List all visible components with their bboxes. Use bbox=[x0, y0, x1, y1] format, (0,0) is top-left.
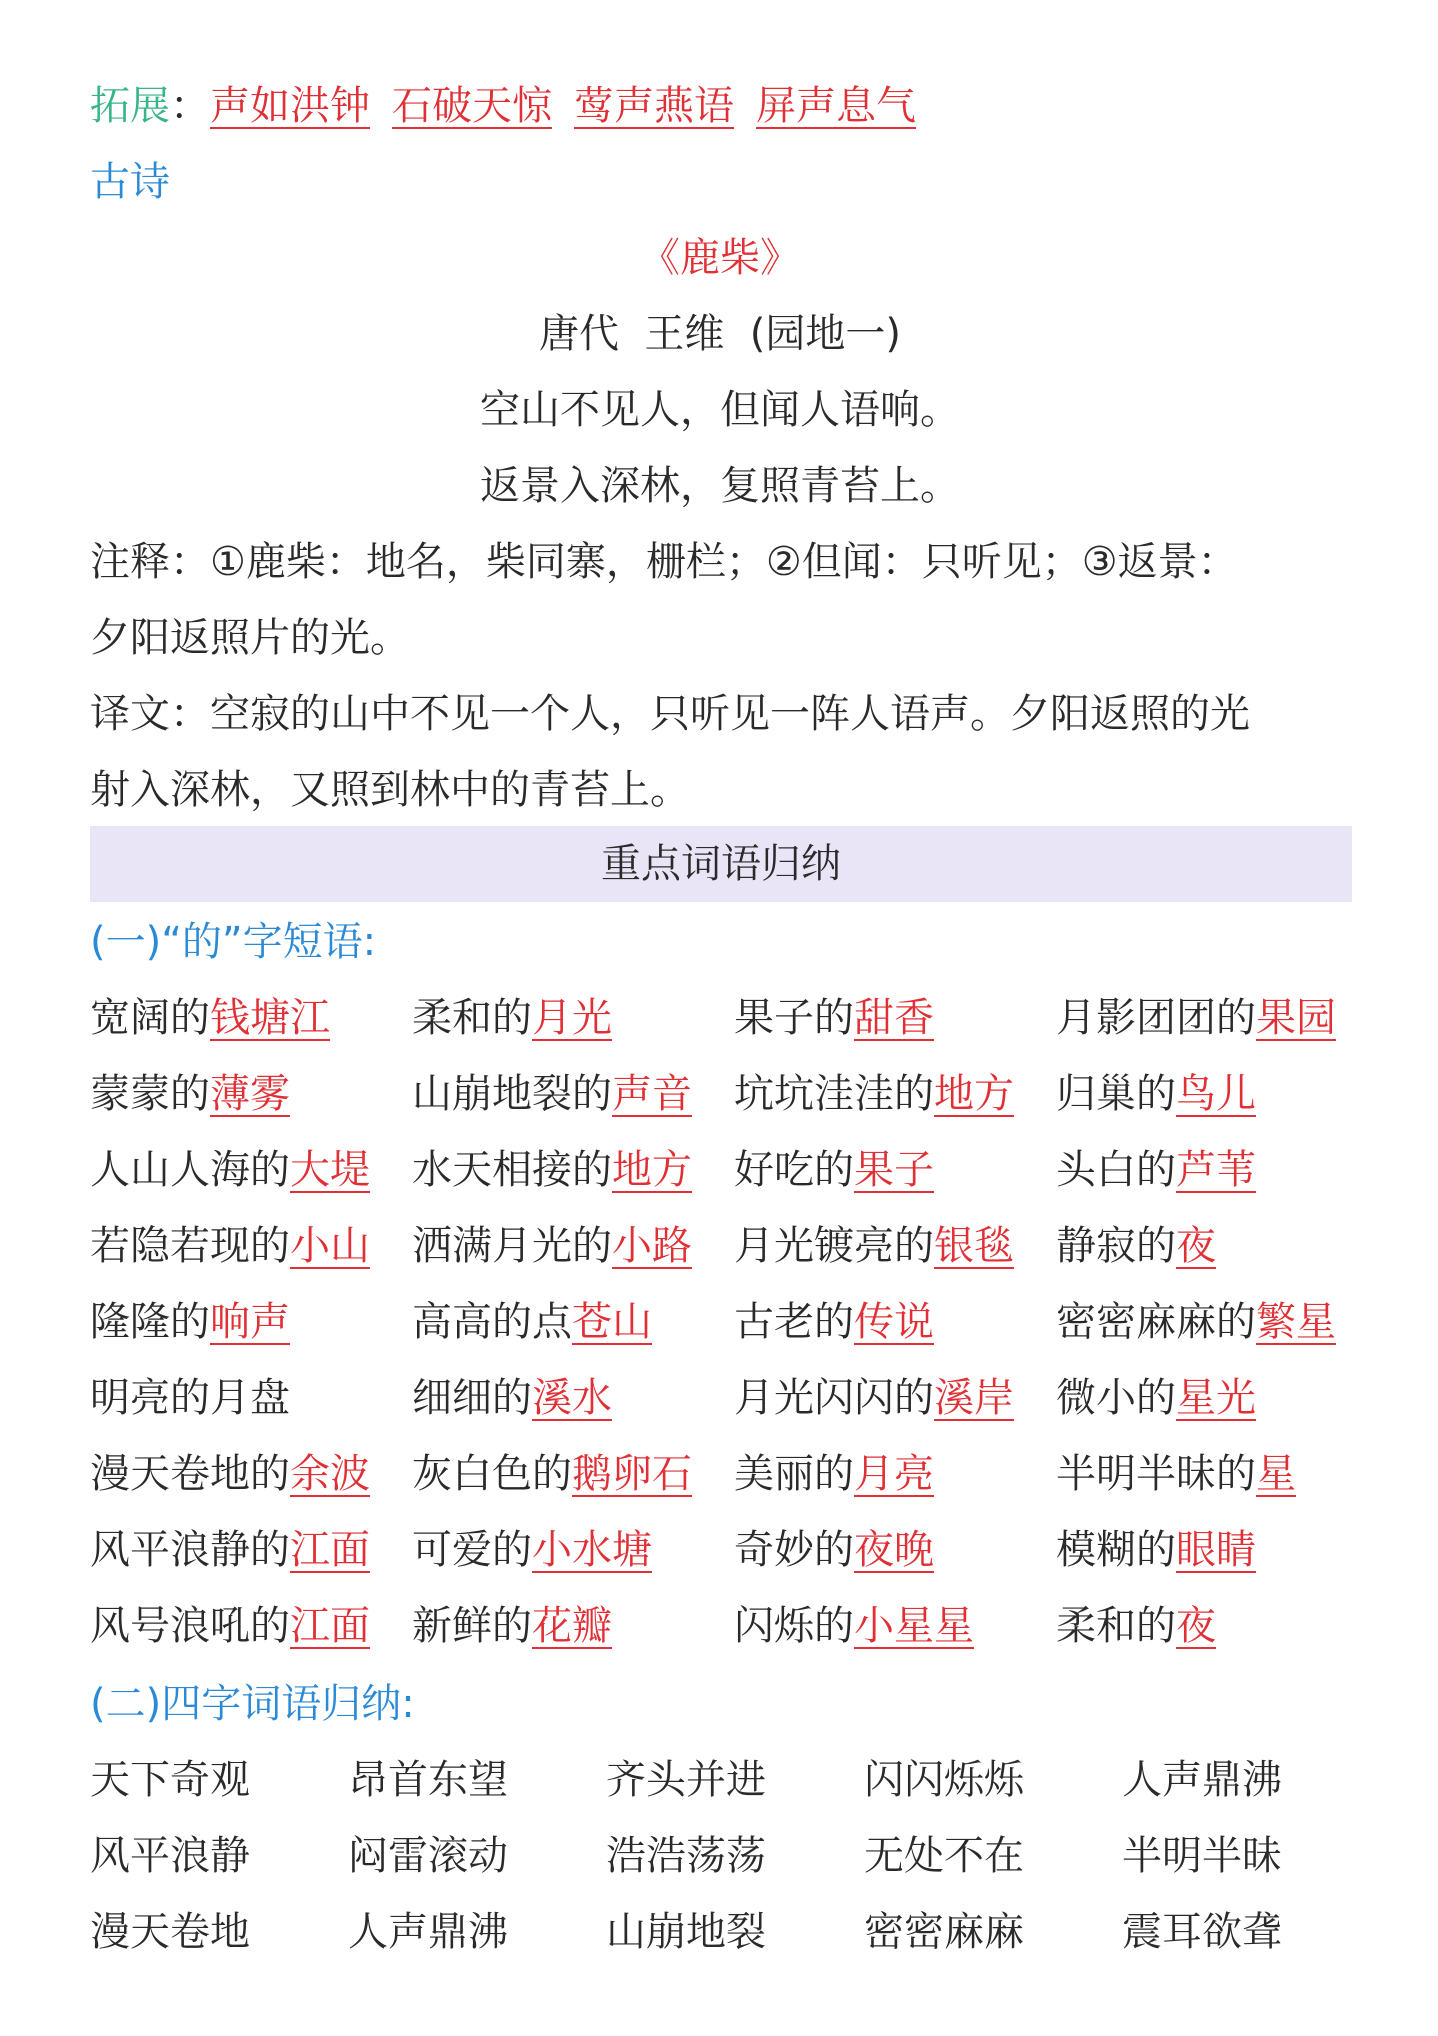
phrase-keyword: 溪水 bbox=[532, 1375, 612, 1421]
phrase-prefix: 月光镀亮的 bbox=[734, 1223, 934, 1269]
phrase-item bbox=[1056, 1436, 1296, 1512]
phrase-prefix: 细细的 bbox=[412, 1375, 532, 1421]
phrase-prefix: 蒙蒙的 bbox=[90, 1071, 210, 1117]
phrase-keyword: 大堤 bbox=[290, 1147, 370, 1193]
phrase-prefix: 明亮的月盘 bbox=[90, 1375, 290, 1421]
phrase-item bbox=[734, 1588, 974, 1664]
phrase-prefix: 柔和的 bbox=[412, 995, 532, 1041]
phrase-item bbox=[412, 1436, 692, 1512]
phrase-prefix: 奇妙的 bbox=[734, 1527, 854, 1573]
phrase-row bbox=[90, 1360, 1390, 1436]
phrase-keyword: 江面 bbox=[290, 1603, 370, 1649]
phrase-keyword: 小星星 bbox=[854, 1603, 974, 1649]
phrase-prefix: 密密麻麻的 bbox=[1056, 1299, 1256, 1345]
extension-colon: ： bbox=[170, 83, 210, 129]
phrase-prefix: 闪烁的 bbox=[734, 1603, 854, 1649]
four-char-word: 风平浪静 bbox=[90, 1833, 250, 1879]
phrase-keyword: 星 bbox=[1256, 1451, 1296, 1497]
phrase-keyword: 钱塘江 bbox=[210, 995, 330, 1041]
poem-notes-line-1: 注释：①鹿柴：地名，柴同寨，栅栏；②但闻：只听见；③返景： bbox=[90, 539, 1238, 585]
phrase-item bbox=[734, 1360, 1014, 1436]
phrase-prefix: 高高的点 bbox=[412, 1299, 572, 1345]
phrase-keyword: 果子 bbox=[854, 1147, 934, 1193]
four-char-word: 闪闪烁烁 bbox=[864, 1757, 1024, 1803]
phrase-item bbox=[1056, 1132, 1256, 1208]
four-char-word: 齐头并进 bbox=[606, 1757, 766, 1803]
phrase-keyword: 薄雾 bbox=[210, 1071, 290, 1117]
phrase-row bbox=[90, 1056, 1390, 1132]
phrase-item bbox=[1056, 1588, 1216, 1664]
phrase-item bbox=[734, 1132, 934, 1208]
extension-label: 拓展 bbox=[90, 83, 170, 129]
phrase-prefix: 头白的 bbox=[1056, 1147, 1176, 1193]
phrase-item bbox=[734, 980, 934, 1056]
phrase-item bbox=[90, 1208, 370, 1284]
phrase-prefix: 归巢的 bbox=[1056, 1071, 1176, 1117]
phrase-keyword: 小路 bbox=[612, 1223, 692, 1269]
four-char-row bbox=[90, 1742, 1390, 1818]
phrase-prefix: 风号浪吼的 bbox=[90, 1603, 290, 1649]
poem-author-line: 唐代 王维 (园地一) bbox=[538, 311, 902, 357]
extension-idiom-4: 屏声息气 bbox=[756, 83, 916, 129]
phrase-keyword: 溪岸 bbox=[934, 1375, 1014, 1421]
phrase-item bbox=[412, 1208, 692, 1284]
poem-translation-line-1: 译文：空寂的山中不见一个人，只听见一阵人语声。夕阳返照的光 bbox=[90, 691, 1250, 737]
phrase-item bbox=[1056, 1512, 1256, 1588]
phrase-keyword: 星光 bbox=[1176, 1375, 1256, 1421]
phrase-keyword: 眼睛 bbox=[1176, 1527, 1256, 1573]
phrase-item bbox=[412, 1284, 652, 1360]
phrase-prefix: 柔和的 bbox=[1056, 1603, 1176, 1649]
phrase-prefix: 水天相接的 bbox=[412, 1147, 612, 1193]
four-char-word: 人声鼎沸 bbox=[1122, 1757, 1282, 1803]
phrase-keyword: 鹅卵石 bbox=[572, 1451, 692, 1497]
phrase-keyword: 夜 bbox=[1176, 1223, 1216, 1269]
phrase-keyword: 花瓣 bbox=[532, 1603, 612, 1649]
phrase-keyword: 地方 bbox=[612, 1147, 692, 1193]
four-char-word: 密密麻麻 bbox=[864, 1909, 1024, 1955]
poem-line-2: 返景入深林，复照青苔上。 bbox=[480, 463, 960, 509]
phrase-item bbox=[412, 1056, 692, 1132]
poem-title: 《鹿柴》 bbox=[640, 235, 800, 281]
four-char-word: 昂首东望 bbox=[348, 1757, 508, 1803]
phrase-item bbox=[734, 1056, 1014, 1132]
phrase-row bbox=[90, 1512, 1390, 1588]
phrase-item bbox=[90, 1512, 370, 1588]
four-char-word: 震耳欲聋 bbox=[1122, 1909, 1282, 1955]
phrase-prefix: 静寂的 bbox=[1056, 1223, 1176, 1269]
phrase-prefix: 可爱的 bbox=[412, 1527, 532, 1573]
four-char-row bbox=[90, 1894, 1390, 1970]
phrase-item bbox=[90, 1588, 370, 1664]
phrase-prefix: 坑坑洼洼的 bbox=[734, 1071, 934, 1117]
phrase-item bbox=[90, 980, 330, 1056]
phrase-row bbox=[90, 1284, 1390, 1360]
phrase-item bbox=[90, 1436, 370, 1512]
phrase-prefix: 漫天卷地的 bbox=[90, 1451, 290, 1497]
phrase-item bbox=[1056, 980, 1336, 1056]
four-char-word: 半明半昧 bbox=[1122, 1833, 1282, 1879]
phrase-item bbox=[412, 1588, 612, 1664]
phrase-keyword: 芦苇 bbox=[1176, 1147, 1256, 1193]
phrase-prefix: 灰白色的 bbox=[412, 1451, 572, 1497]
phrases-section-heading: (一)“的”字短语: bbox=[90, 919, 377, 965]
phrase-row bbox=[90, 1132, 1390, 1208]
phrase-prefix: 模糊的 bbox=[1056, 1527, 1176, 1573]
phrase-item bbox=[1056, 1056, 1256, 1132]
phrase-item bbox=[734, 1284, 934, 1360]
phrase-prefix: 半明半昧的 bbox=[1056, 1451, 1256, 1497]
phrase-item bbox=[90, 1360, 290, 1436]
phrase-prefix: 山崩地裂的 bbox=[412, 1071, 612, 1117]
phrase-keyword: 夜晚 bbox=[854, 1527, 934, 1573]
phrase-prefix: 美丽的 bbox=[734, 1451, 854, 1497]
phrase-row bbox=[90, 1208, 1390, 1284]
phrase-prefix: 月光闪闪的 bbox=[734, 1375, 934, 1421]
phrase-keyword: 鸟儿 bbox=[1176, 1071, 1256, 1117]
extension-idiom-3: 莺声燕语 bbox=[574, 83, 734, 129]
phrase-keyword: 小山 bbox=[290, 1223, 370, 1269]
four-char-word: 无处不在 bbox=[864, 1833, 1024, 1879]
phrase-row bbox=[90, 1588, 1390, 1664]
four-char-word: 人声鼎沸 bbox=[348, 1909, 508, 1955]
phrase-keyword: 余波 bbox=[290, 1451, 370, 1497]
phrase-keyword: 果园 bbox=[1256, 995, 1336, 1041]
phrase-item bbox=[1056, 1360, 1256, 1436]
extension-idiom-2: 石破天惊 bbox=[392, 83, 552, 129]
four-char-word: 浩浩荡荡 bbox=[606, 1833, 766, 1879]
four-char-word: 漫天卷地 bbox=[90, 1909, 250, 1955]
four-char-word: 天下奇观 bbox=[90, 1757, 250, 1803]
poem-line-1: 空山不见人，但闻人语响。 bbox=[480, 387, 960, 433]
phrase-keyword: 传说 bbox=[854, 1299, 934, 1345]
phrase-prefix: 宽阔的 bbox=[90, 995, 210, 1041]
phrase-item bbox=[734, 1512, 934, 1588]
phrase-prefix: 风平浪静的 bbox=[90, 1527, 290, 1573]
poem-translation-line-2: 射入深林，又照到林中的青苔上。 bbox=[90, 767, 690, 813]
phrases-grid bbox=[90, 980, 1390, 1664]
phrase-prefix: 果子的 bbox=[734, 995, 854, 1041]
phrase-keyword: 声音 bbox=[612, 1071, 692, 1117]
phrase-prefix: 古老的 bbox=[734, 1299, 854, 1345]
phrase-item bbox=[412, 1512, 652, 1588]
phrase-keyword: 小水塘 bbox=[532, 1527, 652, 1573]
poem-notes-line-2: 夕阳返照片的光。 bbox=[90, 615, 410, 661]
phrase-item bbox=[412, 1360, 612, 1436]
phrase-prefix: 月影团团的 bbox=[1056, 995, 1256, 1041]
key-words-banner: 重点词语归纳 bbox=[90, 826, 1352, 902]
extension-line bbox=[90, 68, 1350, 144]
phrase-keyword: 甜香 bbox=[854, 995, 934, 1041]
phrase-item bbox=[1056, 1208, 1216, 1284]
four-char-grid bbox=[90, 1742, 1390, 1970]
phrase-item bbox=[90, 1056, 290, 1132]
phrase-item bbox=[1056, 1284, 1336, 1360]
phrase-keyword: 月亮 bbox=[854, 1451, 934, 1497]
phrase-prefix: 微小的 bbox=[1056, 1375, 1176, 1421]
phrase-prefix: 若隐若现的 bbox=[90, 1223, 290, 1269]
phrase-keyword: 响声 bbox=[210, 1299, 290, 1345]
poem-section-heading: 古诗 bbox=[90, 159, 170, 205]
phrase-keyword: 夜 bbox=[1176, 1603, 1216, 1649]
phrase-keyword: 银毯 bbox=[934, 1223, 1014, 1269]
four-char-section-heading: (二)四字词语归纳: bbox=[90, 1681, 415, 1727]
phrase-keyword: 地方 bbox=[934, 1071, 1014, 1117]
four-char-word: 山崩地裂 bbox=[606, 1909, 766, 1955]
phrase-keyword: 月光 bbox=[532, 995, 612, 1041]
phrase-prefix: 人山人海的 bbox=[90, 1147, 290, 1193]
phrase-prefix: 洒满月光的 bbox=[412, 1223, 612, 1269]
phrase-item bbox=[412, 980, 612, 1056]
phrase-keyword: 江面 bbox=[290, 1527, 370, 1573]
phrase-item bbox=[734, 1436, 934, 1512]
phrase-item bbox=[90, 1284, 290, 1360]
phrase-keyword: 苍山 bbox=[572, 1299, 652, 1345]
phrase-prefix: 新鲜的 bbox=[412, 1603, 532, 1649]
four-char-row bbox=[90, 1818, 1390, 1894]
phrase-row bbox=[90, 1436, 1390, 1512]
phrase-row bbox=[90, 980, 1390, 1056]
extension-idiom-1: 声如洪钟 bbox=[210, 83, 370, 129]
phrase-item bbox=[90, 1132, 370, 1208]
phrase-prefix: 好吃的 bbox=[734, 1147, 854, 1193]
phrase-keyword: 繁星 bbox=[1256, 1299, 1336, 1345]
four-char-word: 闷雷滚动 bbox=[348, 1833, 508, 1879]
phrase-item bbox=[734, 1208, 1014, 1284]
phrase-item bbox=[412, 1132, 692, 1208]
phrase-prefix: 隆隆的 bbox=[90, 1299, 210, 1345]
